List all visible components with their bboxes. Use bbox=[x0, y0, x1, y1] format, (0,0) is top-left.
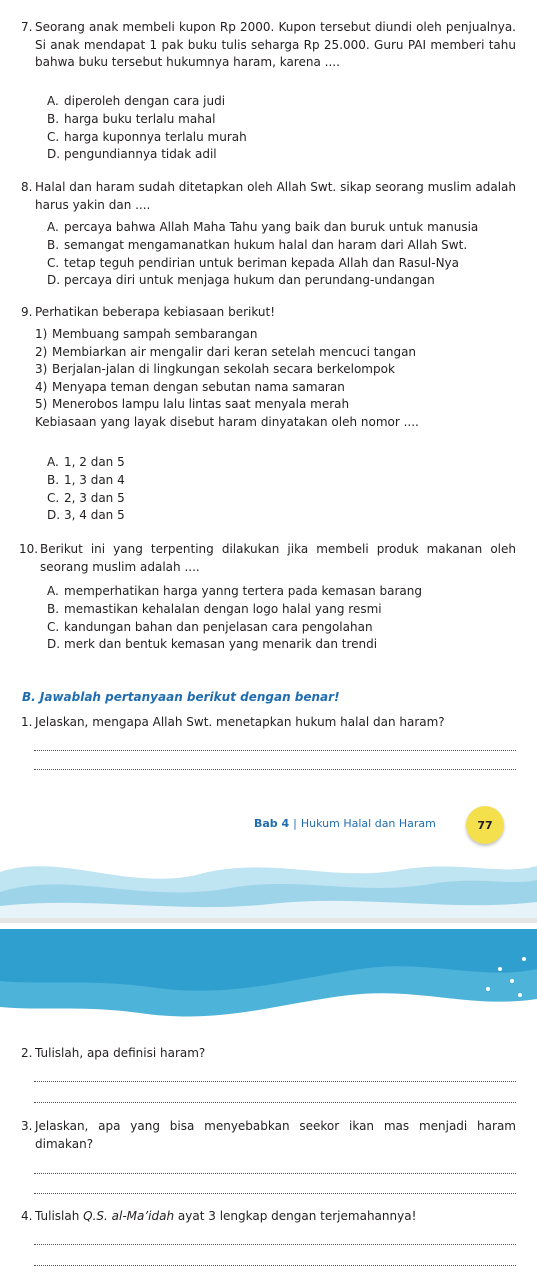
option-a[interactable]: A. 1, 2 dan 5 bbox=[47, 455, 125, 469]
answer-line[interactable] bbox=[34, 769, 516, 770]
question-number: 7. bbox=[21, 20, 33, 34]
option-b[interactable]: B. memastikan kehalalan dengan logo halal yang resmi bbox=[47, 601, 382, 616]
option-a[interactable]: A. diperoleh dengan cara judi bbox=[47, 94, 226, 108]
question-9 bbox=[21, 304, 516, 322]
list-item: 5) Menerobos lampu lalu lintas saat menyala merah bbox=[35, 397, 350, 412]
list-item: 3) Berjalan-jalan di lingkungan sekolah secara berkelompok bbox=[35, 362, 395, 377]
question-number: 10. bbox=[19, 542, 39, 556]
question-stem: Jelaskan, mengapa Allah Swt. menetapkan hukum halal dan haram? bbox=[35, 715, 445, 729]
answer-line[interactable] bbox=[34, 750, 516, 751]
page-footer bbox=[254, 817, 436, 830]
question-7 bbox=[21, 19, 516, 72]
question-stem: Tulislah Q.S. al-Ma’idah ayat 3 lengkap dengan terjemahannya! bbox=[35, 1209, 417, 1223]
option-d[interactable]: D. 3, 4 dan 5 bbox=[47, 508, 125, 523]
question-9-prompt: Kebiasaan yang layak disebut haram dinyatakan oleh nomor .... bbox=[35, 414, 419, 429]
surah-reference: Q.S. al-Ma’idah bbox=[83, 1209, 175, 1223]
question-stem: Berikut ini yang terpenting dilakukan jika membeli produk makanan oleh seorang muslim adalah .... bbox=[40, 542, 516, 574]
list-item: 4) Menyapa teman dengan sebutan nama samaran bbox=[35, 379, 345, 394]
question-7-options bbox=[47, 93, 247, 164]
chapter-title: Hukum Halal dan Haram bbox=[300, 817, 436, 830]
essay-question-2 bbox=[21, 1045, 516, 1063]
answer-line[interactable] bbox=[34, 1173, 516, 1174]
essay-question-4 bbox=[21, 1208, 516, 1226]
answer-line[interactable] bbox=[34, 1081, 516, 1082]
option-a[interactable]: A. memperhatikan harga yanng tertera pada kemasan barang bbox=[47, 584, 422, 598]
list-item: 2) Membiarkan air mengalir dari keran setelah mencuci tangan bbox=[35, 344, 417, 359]
option-c[interactable]: C. harga kuponnya terlalu murah bbox=[47, 129, 247, 144]
option-d[interactable]: D. percaya diri untuk menjaga hukum dan perundang-undangan bbox=[47, 273, 435, 288]
book-page-78 bbox=[0, 921, 537, 1285]
question-10 bbox=[21, 541, 516, 576]
answer-line[interactable] bbox=[34, 1102, 516, 1103]
option-b[interactable]: B. harga buku terlalu mahal bbox=[47, 111, 216, 126]
question-number: 9. bbox=[21, 305, 33, 319]
option-c[interactable]: C. 2, 3 dan 5 bbox=[47, 490, 125, 505]
question-number: 3. bbox=[21, 1119, 33, 1133]
question-number: 1. bbox=[21, 715, 33, 729]
question-10-options bbox=[47, 583, 422, 654]
question-stem: Seorang anak membeli kupon Rp 2000. Kupon tersebut diundi oleh penjualnya. Si anak mendapat 1 pak buku tulis seharga Rp 25.000. Guru PAI memberi tahu bahwa buku tersebut hukumnya haram, karena .... bbox=[35, 20, 516, 70]
wave-decoration-icon bbox=[0, 852, 537, 918]
question-number: 2. bbox=[21, 1046, 33, 1060]
list-item: 1) Membuang sampah sembarangan bbox=[35, 327, 258, 341]
section-b-heading: B. Jawablah pertanyaan berikut dengan benar! bbox=[22, 690, 340, 704]
essay-question-3 bbox=[21, 1118, 516, 1153]
answer-line[interactable] bbox=[34, 1193, 516, 1194]
question-number: 4. bbox=[21, 1209, 33, 1223]
question-8-options bbox=[47, 219, 478, 290]
question-stem: Perhatikan beberapa kebiasaan berikut! bbox=[35, 305, 276, 319]
answer-line[interactable] bbox=[34, 1265, 516, 1266]
question-stem: Tulislah, apa definisi haram? bbox=[35, 1046, 206, 1060]
question-9-options bbox=[47, 454, 125, 525]
option-d[interactable]: D. merk dan bentuk kemasan yang menarik dan trendi bbox=[47, 637, 378, 652]
wave-decoration-icon bbox=[0, 929, 537, 1029]
page-number-badge bbox=[466, 806, 504, 844]
option-b[interactable]: B. 1, 3 dan 4 bbox=[47, 472, 125, 487]
question-stem: Halal dan haram sudah ditetapkan oleh Allah Swt. sikap seorang muslim adalah harus yakin dan .... bbox=[35, 180, 516, 212]
option-d[interactable]: D. pengundiannya tidak adil bbox=[47, 147, 217, 162]
option-a[interactable]: A. percaya bahwa Allah Maha Tahu yang baik dan buruk untuk manusia bbox=[47, 220, 479, 234]
option-b[interactable]: B. semangat mengamanatkan hukum halal dan haram dari Allah Swt. bbox=[47, 237, 468, 252]
question-8 bbox=[21, 179, 516, 214]
page-number: 77 bbox=[477, 818, 493, 832]
option-c[interactable]: C. tetap teguh pendirian untuk beriman kepada Allah dan Rasul-Nya bbox=[47, 255, 460, 270]
question-stem: Jelaskan, apa yang bisa menyebabkan seekor ikan mas menjadi haram dimakan? bbox=[35, 1119, 516, 1151]
chapter-label: Bab 4 bbox=[254, 817, 290, 830]
option-c[interactable]: C. kandungan bahan dan penjelasan cara pengolahan bbox=[47, 619, 373, 634]
footer-separator: | bbox=[293, 817, 297, 830]
essay-question-1 bbox=[21, 714, 516, 732]
question-number: 8. bbox=[21, 180, 33, 194]
answer-line[interactable] bbox=[34, 1244, 516, 1245]
habit-list bbox=[35, 326, 419, 432]
